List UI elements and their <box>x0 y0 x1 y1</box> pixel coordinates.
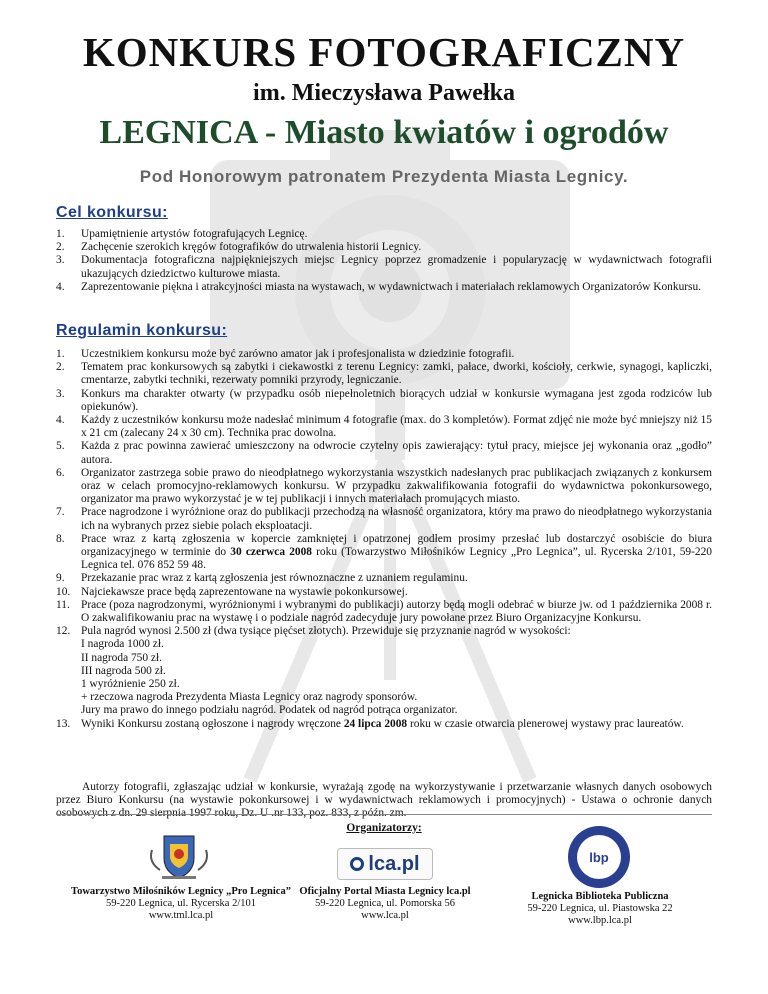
org-website-link[interactable]: www.lca.pl <box>361 910 409 921</box>
contest-theme: LEGNICA - Miasto kwiatów i ogrodów <box>99 114 669 151</box>
prize-line: 1 wyróżnienie 250 zł. <box>81 678 180 691</box>
organizer-lbp: Legnicka Biblioteka Publiczna 59-220 Legnica, ul. Piastowska 22 www.lbp.lca.pl <box>500 891 700 927</box>
list-item: 12. Pula nagród wynosi 2.500 zł (dwa tysiące pięćset złotych). Przewiduje się przyznanie nagród w wysokości: I nagroda 1000 zł. II nagroda 750 zł. III nagroda 500 zł. 1 wyróżnienie 250 zł. + rzeczowa nagroda Prezydenta Miasta Legnicy oraz nagrody sponsorów. Jury ma prawo do innego podziału nagród. Podatek od nagród potrąca organizator. <box>56 625 712 717</box>
rules-list <box>56 348 712 731</box>
org-website-link[interactable]: www.tml.lca.pl <box>148 910 214 921</box>
lca-logo: lca.pl <box>337 848 433 880</box>
list-item: 11. Prace (poza nagrodzonymi, wyróżnionymi i wybranymi do publikacji) autorzy będą mogli odebrać w biurze jw. od 1 października 2008 r. O zakwalifikowaniu prac na wystawę i o podziale nagród zadecyduje jury powołane przez Biuro Organizacyjne Konkursu. <box>56 598 712 625</box>
organizer-tml: Towarzystwo Miłośników Legnicy „Pro Legnica” 59-220 Legnica, ul. Rycerska 2/101 www.tml.lca.pl <box>71 886 291 921</box>
goals-heading: Cel konkursu: <box>56 204 168 221</box>
list-item: 5. Każda z prac powinna zawierać umieszczony na odwrocie czytelny opis zawierający: tytuł pracy, miejsce jej wykonania oraz „godło” autora. <box>56 440 712 466</box>
organizers-heading: Organizatorzy: <box>346 822 422 834</box>
list-item: 4. Zaprezentowanie piękna i atrakcyjności miasta na wystawach, w wydawnictwach i materiałach reklamowych Organizatorów Konkursu. <box>56 280 702 293</box>
list-item: 8. Prace wraz z kartą zgłoszenia w kopercie zamkniętej i opatrzonej godłem prosimy przesłać lub dostarczyć osobiście do biura organizacyjnego w terminie do 30 czerwca 2008 roku (Towarzystwo Miłośników Legnicy „Pro Legnica”, ul. Rycerska 2/101, 59-220 Legnica tel. 076 852 59 48. <box>56 532 712 572</box>
list-item: 2. Tematem prac konkursowych są zabytki i ciekawostki z terenu Legnicy: zamki, pałace, dworki, kościoły, cerkwie, synagogi, kapliczki, cmentarze, zabytki techniki, rezerwaty pomniki przyrody, legniczanie. <box>56 361 712 387</box>
lbp-logo: lbp <box>568 826 630 888</box>
org-website-link[interactable]: www.lbp.lca.pl <box>568 915 632 926</box>
goals-list <box>56 228 712 294</box>
list-item: 2. Zachęcenie szerokich kręgów fotografików do utrwalenia historii Legnicy. <box>56 241 422 254</box>
page-title: KONKURS FOTOGRAFICZNY <box>82 29 686 75</box>
coat-of-arms-icon <box>146 830 212 880</box>
list-item: 10. Najciekawsze prace będą zaprezentowane na wystawie pokonkursowej. <box>56 585 408 598</box>
prize-line: I nagroda 1000 zł. <box>81 638 164 651</box>
list-item: 3. Konkurs ma charakter otwarty (w przypadku osób niepełnoletnich biorących udział w konkursie wymagana jest zgoda rodziców lub opiekunów). <box>56 387 712 413</box>
list-item: 7. Prace nagrodzone i wyróżnione oraz do publikacji przechodzą na własność organizatora, który ma prawo do nieodpłatnego wykorzystania ich na wybranych przez siebie polach eksploatacji. <box>56 506 712 532</box>
list-item: 1. Uczestnikiem konkursu może być zarówno amator jak i profesjonalista w dziedzinie fotografii. <box>56 348 515 360</box>
prize-line: + rzeczowa nagroda Prezydenta Miasta Legnicy oraz nagrody sponsorów. <box>81 691 418 704</box>
lca-mark-icon <box>350 857 364 871</box>
list-item: 4. Każdy z uczestników konkursu może nadesłać minimum 4 fotografie (max. do 3 kompletów). Format zdjęć nie może być mniejszy niż 15 x 21 cm (zalecany 24 x 30 cm). Technika prac dowolna. <box>56 414 712 440</box>
prize-line: II nagroda 750 zł. <box>81 651 162 664</box>
list-item: 9. Przekazanie prac wraz z kartą zgłoszenia jest równoznaczne z uznaniem regulaminu. <box>56 572 468 585</box>
list-item: 13. Wyniki Konkursu zostaną ogłoszone i nagrody wręczone 24 lipca 2008 roku w czasie otwarcia plenerowej wystawy prac laureatów. <box>56 717 684 730</box>
organizer-lca: Oficjalny Portal Miasta Legnicy lca.pl 59-220 Legnica, ul. Pomorska 56 www.lca.pl <box>292 886 478 922</box>
page-subtitle: im. Mieczysława Pawełka <box>253 80 515 106</box>
list-item: 6. Organizator zastrzega sobie prawo do nieodpłatnego wykorzystania wszystkich nadesłanych prac publikacjach związanych z konkursem oraz w celach promocyjno-reklamowych konkursu. W przypadku zakwalifikowania fotografii do wydawnictwa pokonkursowego, organizator ma prawo wykorzystać je w tej publikacji i innych materiałach promujących miasto. <box>56 466 712 506</box>
prize-line: III nagroda 500 zł. <box>81 664 166 677</box>
patronage-line: Pod Honorowym patronatem Prezydenta Miasta Legnicy. <box>139 167 629 186</box>
consent-paragraph: Autorzy fotografii, zgłaszając udział w konkursie, wyrażają zgodę na wykorzystywanie i przetwarzanie własnych danych osobowych przez Biuro Konkursu (na wystawie pokonkursowej i w wydawnictwach reklamowych i promocyjnych) - Ustawa o ochronie danych osobowych z dn. 29 sierpnia 1997 roku, Dz. U .nr 133, poz. 833, z późn. zm. <box>56 781 712 820</box>
list-item: 3. Dokumentacja fotograficzna najpiękniejszych miejsc Legnicy poprzez gromadzenie i popularyzację w wydawnictwach fotografii ukazujących dziedzictwo kulturowe miasta. <box>56 254 712 280</box>
rules-heading: Regulamin konkursu: <box>56 322 228 339</box>
prize-line: Jury ma prawo do innego podziału nagród. Podatek od nagród potrąca organizator. <box>81 704 458 717</box>
list-item: 1. Upamiętnienie artystów fotografujących Legnicę. <box>56 228 308 240</box>
divider <box>56 814 712 815</box>
